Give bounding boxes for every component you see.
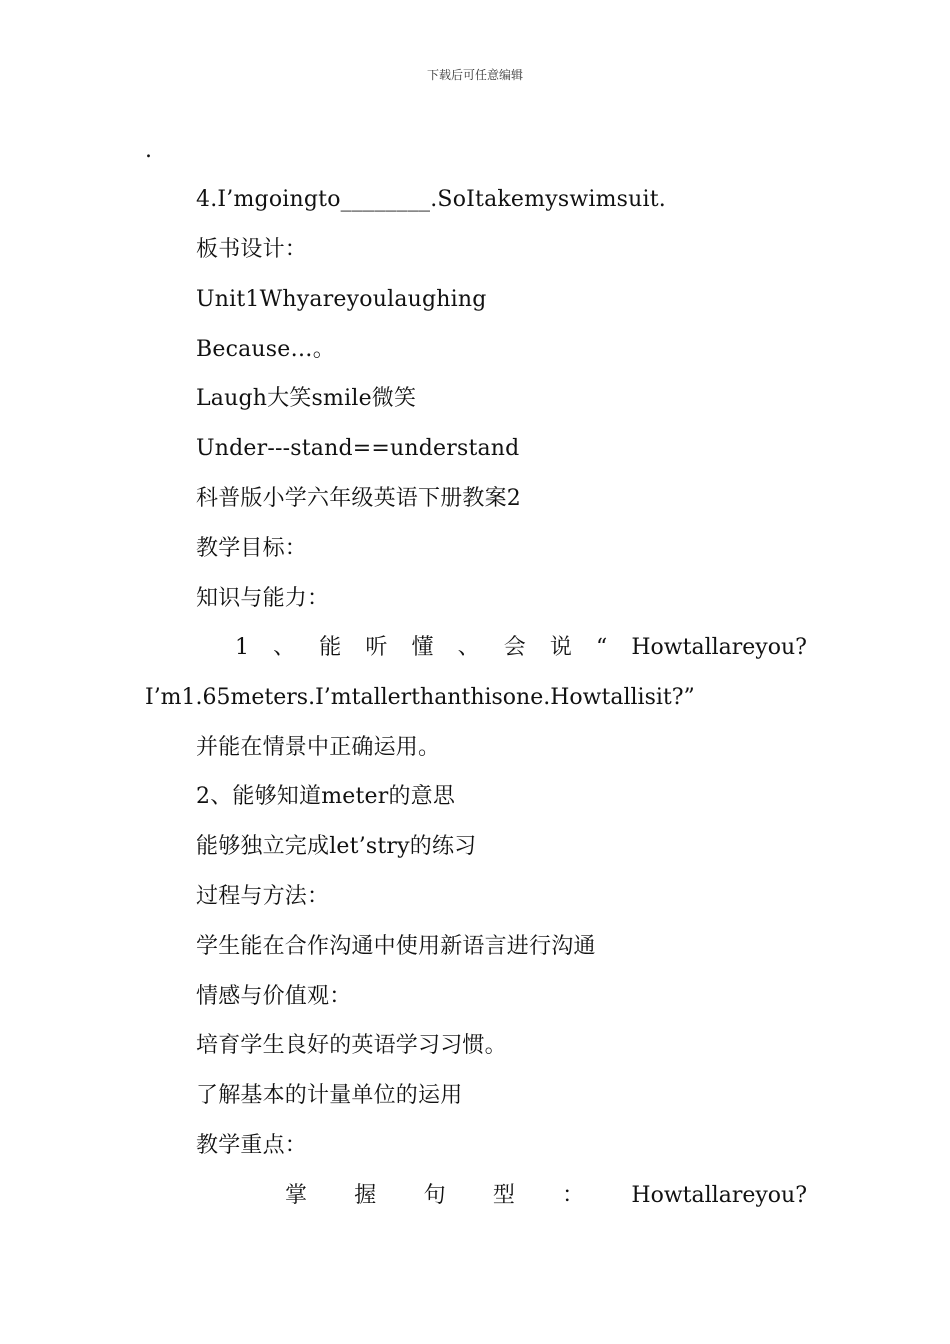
text-fragment: 、 — [457, 635, 480, 660]
emotion-values-text-2: 了解基本的计量单位的运用 — [196, 1083, 463, 1108]
page-marker: . — [145, 138, 152, 163]
board-line-word-formation: Under---stand==understand — [196, 436, 520, 461]
process-method-text: 学生能在合作沟通中使用新语言进行沟通 — [196, 934, 596, 959]
text-fragment: Howtallareyou? — [631, 635, 807, 660]
subheading-process-method: 过程与方法： — [196, 884, 330, 909]
text-fragment: 懂 — [411, 635, 434, 660]
section-heading-objectives: 教学目标： — [196, 536, 308, 561]
text-fragment: 、 — [273, 635, 296, 660]
board-line-unit-title: Unit1Whyareyoulaughing — [196, 287, 487, 312]
subheading-knowledge-ability: 知识与能力： — [196, 586, 330, 611]
objective-item-2: 2、能够知道meter的意思 — [196, 784, 456, 809]
key-point-item — [285, 1181, 807, 1211]
subheading-emotion-values: 情感与价值观： — [196, 984, 352, 1009]
text-fragment: 会 — [503, 635, 526, 660]
page-header: 下载后可任意编辑 — [426, 68, 523, 82]
text-fragment: ： — [562, 1183, 585, 1208]
text-fragment: 1 — [235, 635, 249, 660]
text-fragment: 说 — [549, 635, 572, 660]
exercise-item-4: 4.I’mgoingto________.SoItakemyswimsuit. — [196, 187, 666, 212]
section-heading-key-points: 教学重点： — [196, 1133, 308, 1158]
board-line-because: Because…。 — [196, 337, 335, 362]
objective-item-1-continued: I’m1.65meters.I’mtallerthanthisone.Howtallisit?” — [145, 685, 695, 710]
objective-item-1-usage: 并能在情景中正确运用。 — [196, 735, 441, 760]
text-fragment: 掌 — [285, 1183, 308, 1208]
section-heading-board-design: 板书设计： — [196, 237, 308, 262]
objective-item-letstry: 能够独立完成let’stry的练习 — [196, 834, 477, 859]
text-fragment: 听 — [365, 635, 388, 660]
text-fragment: “ — [595, 635, 608, 660]
text-fragment: 能 — [319, 635, 342, 660]
text-fragment: 握 — [354, 1183, 377, 1208]
text-fragment: 型 — [492, 1183, 515, 1208]
text-fragment: 句 — [423, 1183, 446, 1208]
objective-item-1 — [235, 633, 807, 663]
board-line-vocabulary: Laugh大笑smile微笑 — [196, 386, 417, 411]
text-fragment: Howtallareyou? — [631, 1183, 807, 1208]
emotion-values-text-1: 培育学生良好的英语学习习惯。 — [196, 1033, 507, 1058]
lesson-plan-title: 科普版小学六年级英语下册教案2 — [196, 486, 521, 511]
